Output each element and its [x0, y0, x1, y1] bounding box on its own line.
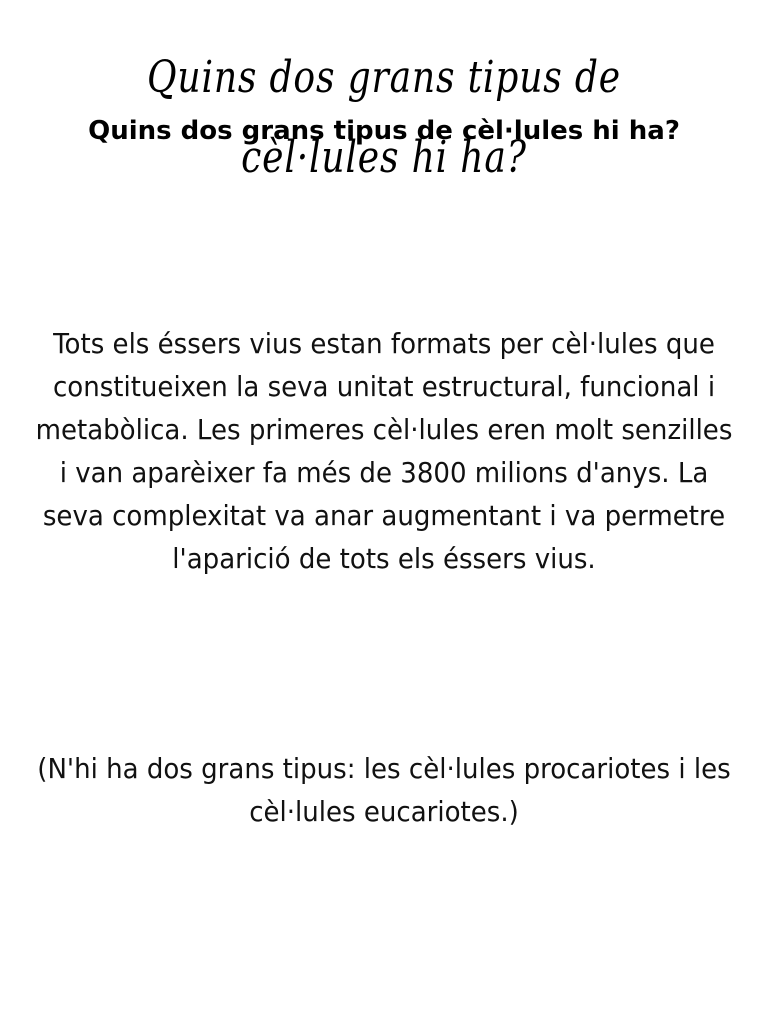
decorative-script-title: Quins dos grans tipus de cèl·lules hi ha?	[147, 52, 621, 183]
intro-paragraph: Tots els éssers vius estan formats per cèl·lules que constitueixen la seva unitat estructural, funcional i metabòlica. Les primeres cèl·lules eren molt senzilles i van aparèixer fa més de 3800 milions d'anys. La seva complexitat va anar augmentant i va permetre l'aparició de tots els éssers vius.	[35, 327, 733, 575]
answer-paragraph: (N'hi ha dos grans tipus: les cèl·lules procariotes i les cèl·lules eucariotes.)	[37, 752, 731, 828]
page-title: Quins dos grans tipus de cèl·lules hi ha?	[88, 116, 680, 146]
